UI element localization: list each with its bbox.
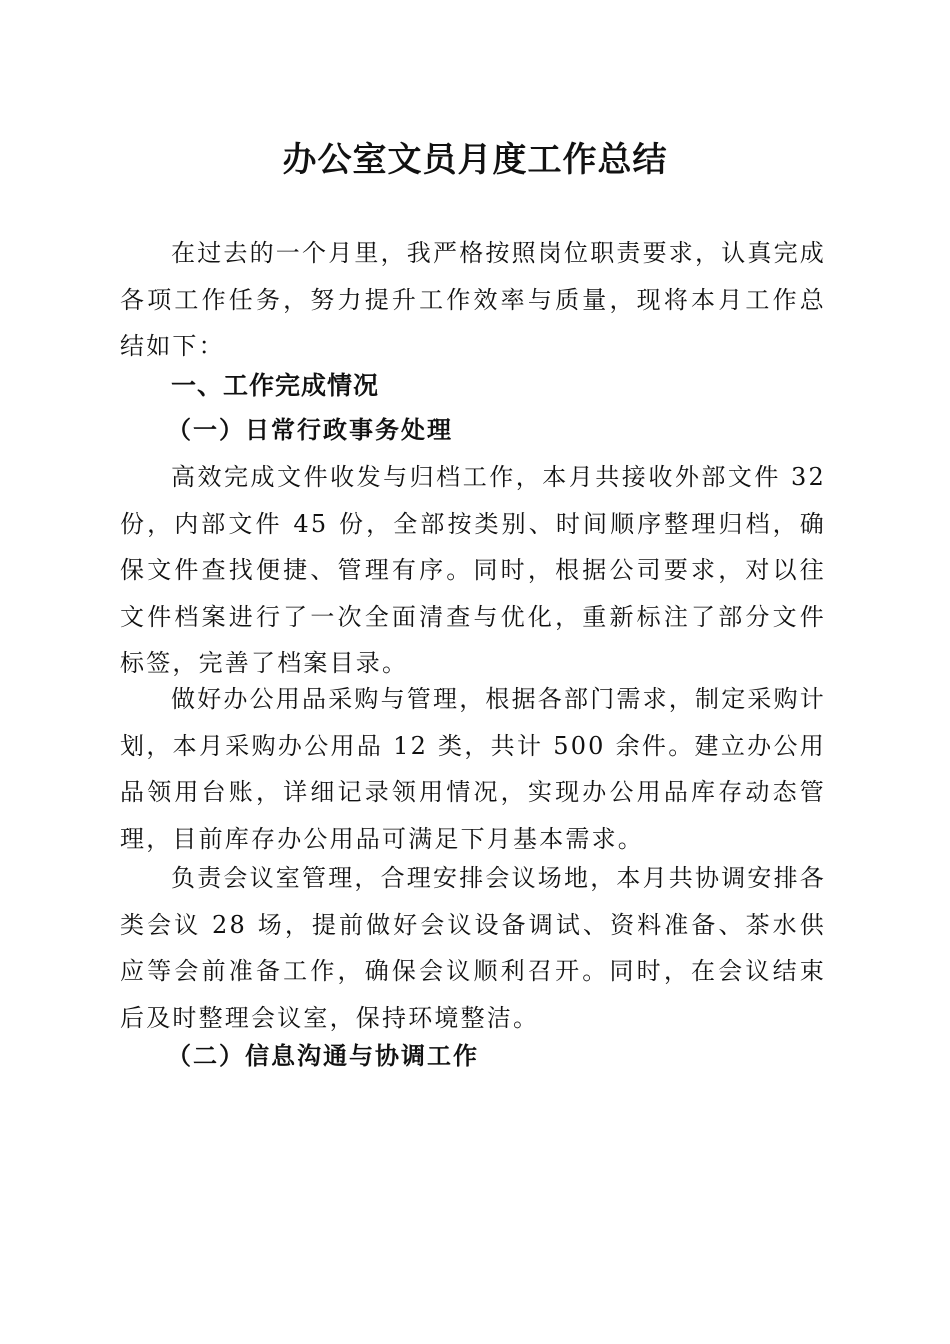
section-heading-work-completion: 一、工作完成情况: [171, 371, 380, 400]
document-title: 办公室文员月度工作总结: [282, 140, 668, 180]
intro-paragraph: 在过去的一个月里，我严格按照岗位职责要求，认真完成各项工作任务，努力提升工作效率与质量，现将本月工作总结如下：: [120, 239, 826, 360]
paragraph-document-filing: 高效完成文件收发与归档工作，本月共接收外部文件 32 份，内部文件 45 份，全部按类别、时间顺序整理归档，确保文件查找便捷、管理有序。同时，根据公司要求，对以往文件档案进行了一次全面清查与优化，重新标注了部分文件标签，完善了档案目录。: [120, 463, 826, 677]
subsection-heading-daily-admin: （一）日常行政事务处理: [167, 415, 453, 444]
subsection-heading-communication: （二）信息沟通与协调工作: [167, 1041, 479, 1070]
paragraph-meeting-room: 负责会议室管理，合理安排会议场地，本月共协调安排各类会议 28 场，提前做好会议设备调试、资料准备、茶水供应等会前准备工作，确保会议顺利召开。同时，在会议结束后及时整理会议室，保持环境整洁。: [120, 864, 826, 1032]
paragraph-office-supplies: 做好办公用品采购与管理，根据各部门需求，制定采购计划，本月采购办公用品 12 类，共计 500 余件。建立办公用品领用台账，详细记录领用情况，实现办公用品库存动态管理，目前库存办公用品可满足下月基本需求。: [120, 685, 826, 853]
